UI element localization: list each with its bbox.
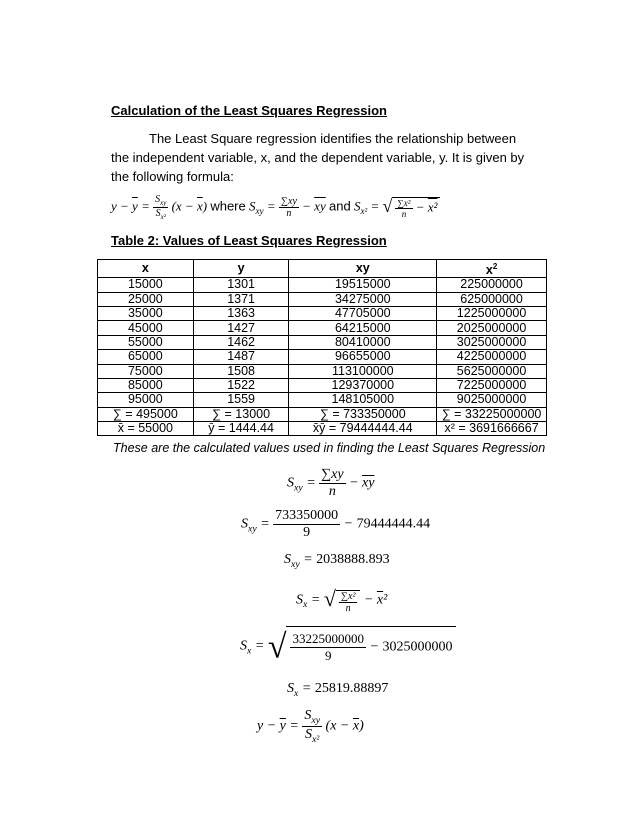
table-row <box>98 335 547 349</box>
mean-x: x̄ = 55000 <box>98 422 194 436</box>
means-row <box>98 422 547 436</box>
intro-paragraph: The Least Square regression identifies the relationship between the independent variable, x, and the dependent variable, y. It is given by the following formula: <box>111 131 525 184</box>
sx-denominator: 9 <box>290 647 366 664</box>
sum-x: ∑ = 495000 <box>98 407 194 421</box>
table-cell: 1363 <box>193 306 289 320</box>
table-cell: 9025000000 <box>437 393 547 407</box>
where-label: where <box>210 198 246 214</box>
section-title: Calculation of the Least Squares Regression <box>111 103 387 118</box>
xbar-sq-value: 3025000000 <box>382 639 453 655</box>
table-row <box>98 321 547 335</box>
sum-xy: ∑ = 733350000 <box>289 407 437 421</box>
table-cell: 1487 <box>193 350 289 364</box>
table-cell: 19515000 <box>289 278 437 292</box>
regression-formula: $y - \overline{y}$ = $\frac{S_{xy}}{S_{x^2}}$ $(x - \overline{x})$ where $S_{xy}$ = $\frac{\sum xy}{n}$ − $\overline{x}\overline{y}$ and $S_{x^2}$ = √ $\frac{\text{∑x²}}{n}$ − x² <box>111 194 440 221</box>
table-cell: 1508 <box>193 364 289 378</box>
sxy-denominator: 9 <box>273 524 340 541</box>
table-row <box>98 364 547 378</box>
table-cell: 148105000 <box>289 393 437 407</box>
values-table <box>97 259 547 436</box>
sum-y: ∑ = 13000 <box>193 407 289 421</box>
table-cell: 5625000000 <box>437 364 547 378</box>
table-row <box>98 378 547 392</box>
sx-numerator: 33225000000 <box>292 631 364 646</box>
mean-y: ȳ = 1444.44 <box>193 422 289 436</box>
table-cell: 1522 <box>193 378 289 392</box>
sums-row <box>98 407 547 421</box>
sxy-substituted: $S_{xy}$ = $\frac{733350000}{9}$ − 79444444.44 <box>241 508 431 540</box>
table-cell: 625000000 <box>437 292 547 306</box>
xbar-ybar-value: 79444444.44 <box>356 516 431 532</box>
table-cell: 1301 <box>193 278 289 292</box>
table-cell: 95000 <box>98 393 194 407</box>
table-cell: 47705000 <box>289 306 437 320</box>
table-row <box>98 306 547 320</box>
table-cell: 80410000 <box>289 335 437 349</box>
sxy-numerator: 733350000 <box>275 508 339 523</box>
table-cell: 7225000000 <box>437 378 547 392</box>
table-cell: 45000 <box>98 321 194 335</box>
sx-result-line: $S_x = 25819.88897$ <box>287 681 389 699</box>
header-y: y <box>193 260 289 278</box>
table-cell: 1462 <box>193 335 289 349</box>
table-caption: These are the calculated values used in finding the Least Squares Regression <box>113 441 546 455</box>
table-cell: 15000 <box>98 278 194 292</box>
sxy-formula: $S_{xy}$ = $\frac{\sum xy}{n}$ − $\overline{x}\overline{y}$ <box>287 467 375 499</box>
table-row <box>98 350 547 364</box>
sx-result: 25819.88897 <box>314 681 389 696</box>
table-cell: 35000 <box>98 306 194 320</box>
table-cell: 1225000000 <box>437 306 547 320</box>
table-cell: 113100000 <box>289 364 437 378</box>
header-x2: $x^2$ <box>437 260 547 278</box>
table-header-row <box>98 260 547 278</box>
table-cell: 1371 <box>193 292 289 306</box>
header-xy: xy <box>289 260 437 278</box>
table-cell: 55000 <box>98 335 194 349</box>
mean-x2: x² = 3691666667 <box>437 422 547 436</box>
final-regression-formula: $y - \overline{y}$ = $\frac{S_{xy}}{S_{x^2}}$ $(x - \overline{x})$ <box>257 708 364 745</box>
table-cell: 65000 <box>98 350 194 364</box>
table-row <box>98 393 547 407</box>
sxy-result: 2038888.893 <box>316 552 390 567</box>
header-x: x <box>98 260 194 278</box>
table-cell: 64215000 <box>289 321 437 335</box>
table-cell: 96655000 <box>289 350 437 364</box>
sx-substituted: $S_x$ = √ $\frac{33225000000}{9}$ − 3025000000 <box>240 626 456 667</box>
table-cell: 75000 <box>98 364 194 378</box>
table-cell: 85000 <box>98 378 194 392</box>
table-row <box>98 278 547 292</box>
table-cell: 225000000 <box>437 278 547 292</box>
table-cell: 1559 <box>193 393 289 407</box>
table-cell: 2025000000 <box>437 321 547 335</box>
table-cell: 1427 <box>193 321 289 335</box>
sx-formula: $S_x$ = √ $\frac{\text{∑x²}}{n}$ − $\overline{x}^2$ <box>296 586 388 615</box>
mean-xy: x̄ȳ = 79444444.44 <box>289 422 437 436</box>
table-title: Table 2: Values of Least Squares Regression <box>111 233 387 248</box>
table-row <box>98 292 547 306</box>
table-cell: 4225000000 <box>437 350 547 364</box>
table-cell: 34275000 <box>289 292 437 306</box>
sum-x2: ∑ = 33225000000 <box>437 407 547 421</box>
table-cell: 3025000000 <box>437 335 547 349</box>
table-cell: 25000 <box>98 292 194 306</box>
and-label: and <box>328 198 351 214</box>
sxy-result-line: $S_{xy} = 2038888.893$ <box>284 552 390 570</box>
table-cell: 129370000 <box>289 378 437 392</box>
